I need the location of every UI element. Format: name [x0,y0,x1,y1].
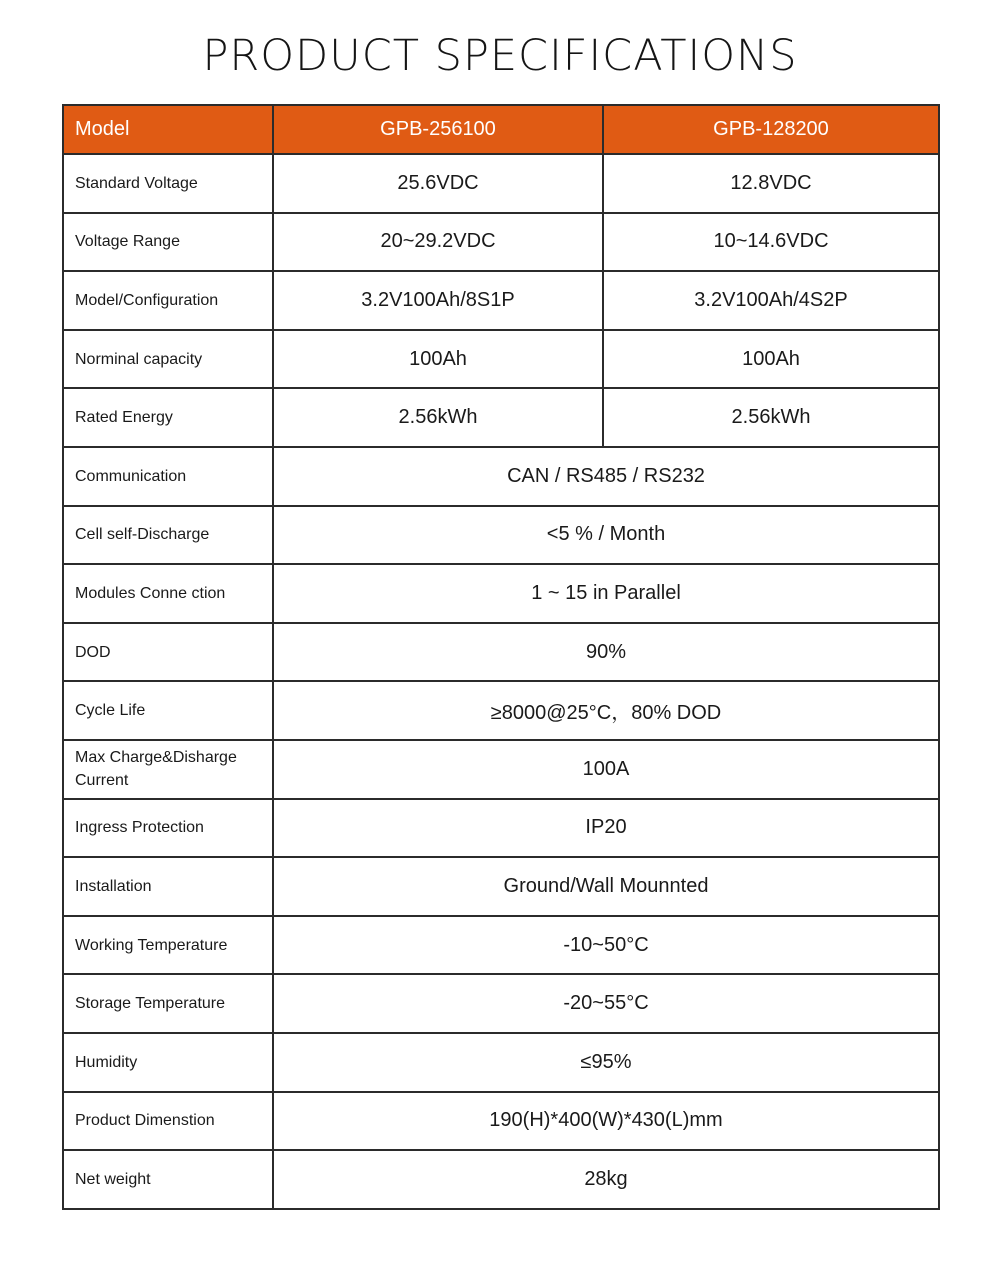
row-label: Ingress Protection [63,799,273,858]
spec-table [62,104,940,1210]
table-row [63,623,939,682]
row-label: Modules Conne ction [63,564,273,623]
table-row [63,506,939,565]
row-label: Cycle Life [63,681,273,740]
spec-table-header [63,105,939,154]
row-value-shared: -20~55°C [273,974,939,1033]
row-value-model-1: 3.2V100Ah/8S1P [273,271,603,330]
row-value-model-1: 25.6VDC [273,154,603,213]
row-value-shared: ≥8000@25°C，80% DOD [273,681,939,740]
table-row [63,564,939,623]
row-value-shared: IP20 [273,799,939,858]
row-value-model-2: 12.8VDC [603,154,939,213]
row-value-shared: CAN / RS485 / RS232 [273,447,939,506]
header-model-2: GPB-128200 [603,105,939,154]
row-value-shared: ≤95% [273,1033,939,1092]
row-value-shared: 1 ~ 15 in Parallel [273,564,939,623]
row-value-model-1: 20~29.2VDC [273,213,603,272]
row-value-model-2: 2.56kWh [603,388,939,447]
row-label: Humidity [63,1033,273,1092]
row-label: Model/Configuration [63,271,273,330]
table-row [63,447,939,506]
row-label: DOD [63,623,273,682]
row-label: Voltage Range [63,213,273,272]
table-row [63,681,939,740]
table-row [63,1092,939,1151]
spec-table-body [63,154,939,1209]
row-value-shared: 90% [273,623,939,682]
row-label: Product Dimenstion [63,1092,273,1151]
row-label: Communication [63,447,273,506]
row-label: Cell self-Discharge [63,506,273,565]
table-row [63,857,939,916]
row-label: Storage Temperature [63,974,273,1033]
row-value-shared: <5 % / Month [273,506,939,565]
row-label: Installation [63,857,273,916]
table-row [63,388,939,447]
table-row [63,154,939,213]
table-row [63,1150,939,1209]
row-label: Standard Voltage [63,154,273,213]
row-value-model-2: 100Ah [603,330,939,389]
row-label: Norminal capacity [63,330,273,389]
table-row [63,916,939,975]
row-value-model-2: 10~14.6VDC [603,213,939,272]
row-value-shared: 28kg [273,1150,939,1209]
table-row [63,1033,939,1092]
page-title: PRODUCT SPECIFICATIONS [202,31,798,81]
row-value-shared: 100A [273,740,939,799]
table-row [63,213,939,272]
table-row [63,974,939,1033]
row-value-shared: -10~50°C [273,916,939,975]
table-row [63,271,939,330]
row-value-model-1: 100Ah [273,330,603,389]
row-label: Rated Energy [63,388,273,447]
header-row [63,105,939,154]
header-model-1: GPB-256100 [273,105,603,154]
row-value-shared: 190(H)*400(W)*430(L)mm [273,1092,939,1151]
row-label: Net weight [63,1150,273,1209]
row-label: Working Temperature [63,916,273,975]
table-row [63,330,939,389]
row-value-model-2: 3.2V100Ah/4S2P [603,271,939,330]
row-value-shared: Ground/Wall Mounnted [273,857,939,916]
row-value-model-1: 2.56kWh [273,388,603,447]
table-row [63,740,939,799]
table-row [63,799,939,858]
header-model-label: Model [63,105,273,154]
row-label: Max Charge&Disharge Current [63,740,273,799]
